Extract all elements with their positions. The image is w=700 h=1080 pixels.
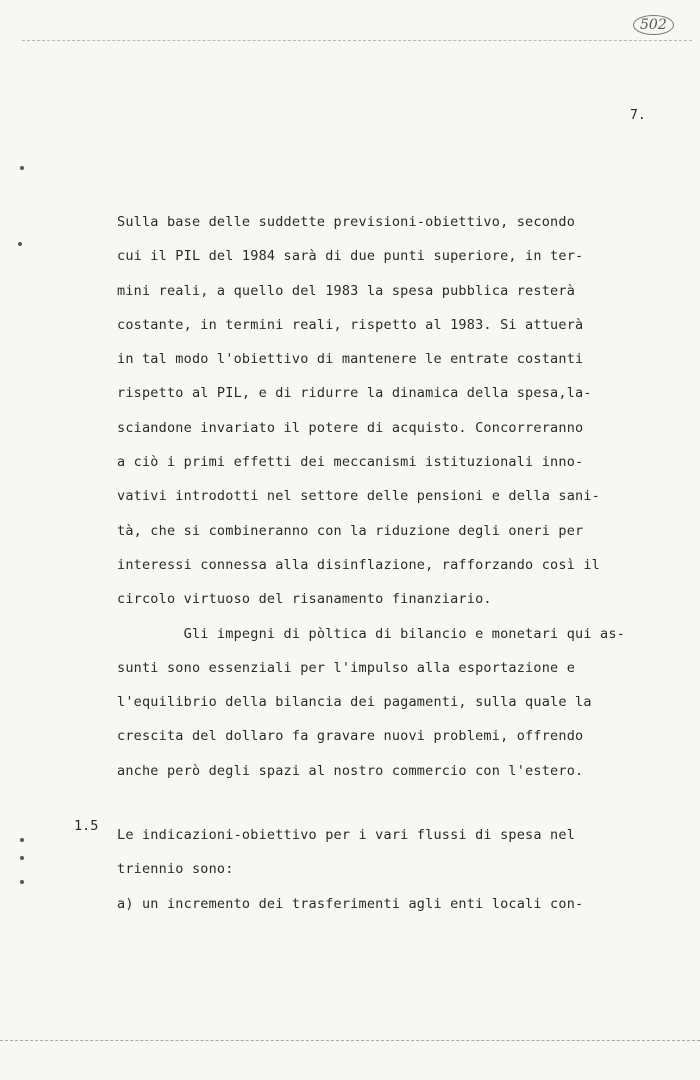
text-line: interessi connessa alla disinflazione, rafforzando così il (117, 556, 601, 573)
text-line: sciandone invariato il potere di acquisto. Concorreranno (117, 419, 584, 436)
text-line: cui il PIL del 1984 sarà di due punti superiore, in ter- (117, 248, 584, 265)
text-line: sunti sono essenziali per l'impulso alla esportazione e (117, 659, 576, 676)
scan-speck (20, 880, 24, 884)
section-number: 1.5 (74, 818, 99, 834)
text-line: costante, in termini reali, rispetto al 1983. Si attuerà (117, 316, 584, 333)
section-line: triennio sono: (117, 861, 234, 878)
text-line: Gli impegni di pòltica di bilancio e monetari qui as- (117, 625, 625, 642)
text-line: in tal modo l'obiettivo di mantenere le entrate costanti (117, 351, 584, 368)
section-text (117, 818, 632, 921)
bottom-rule (0, 1040, 700, 1041)
page-number: 7. (630, 108, 646, 123)
scan-speck (20, 166, 24, 170)
text-line: tà, che si combineranno con la riduzione degli oneri per (117, 522, 584, 539)
body-text (117, 205, 632, 788)
scan-speck (20, 856, 24, 860)
scan-speck (20, 838, 24, 842)
text-line: vativi introdotti nel settore delle pensioni e della sani- (117, 488, 601, 505)
text-line: rispetto al PIL, e di ridurre la dinamica della spesa,la- (117, 385, 592, 402)
text-line: circolo virtuoso del risanamento finanziario. (117, 591, 492, 608)
text-line: Sulla base delle suddette previsioni-obiettivo, secondo (117, 214, 576, 230)
text-line: a ciò i primi effetti dei meccanismi istituzionali inno- (117, 454, 584, 471)
text-line: mini reali, a quello del 1983 la spesa pubblica resterà (117, 282, 576, 299)
scan-speck (18, 242, 22, 246)
section-line: Le indicazioni-obiettivo per i vari flussi di spesa nel (117, 827, 576, 843)
text-line: l'equilibrio della bilancia dei pagamenti, sulla quale la (117, 694, 592, 711)
text-line: crescita del dollaro fa gravare nuovi problemi, offrendo (117, 728, 584, 745)
section-line: a) un incremento dei trasferimenti agli enti locali con- (117, 895, 584, 912)
archive-stamp: 502 (633, 15, 674, 35)
top-rule (22, 40, 692, 41)
text-line: anche però degli spazi al nostro commercio con l'estero. (117, 762, 584, 779)
